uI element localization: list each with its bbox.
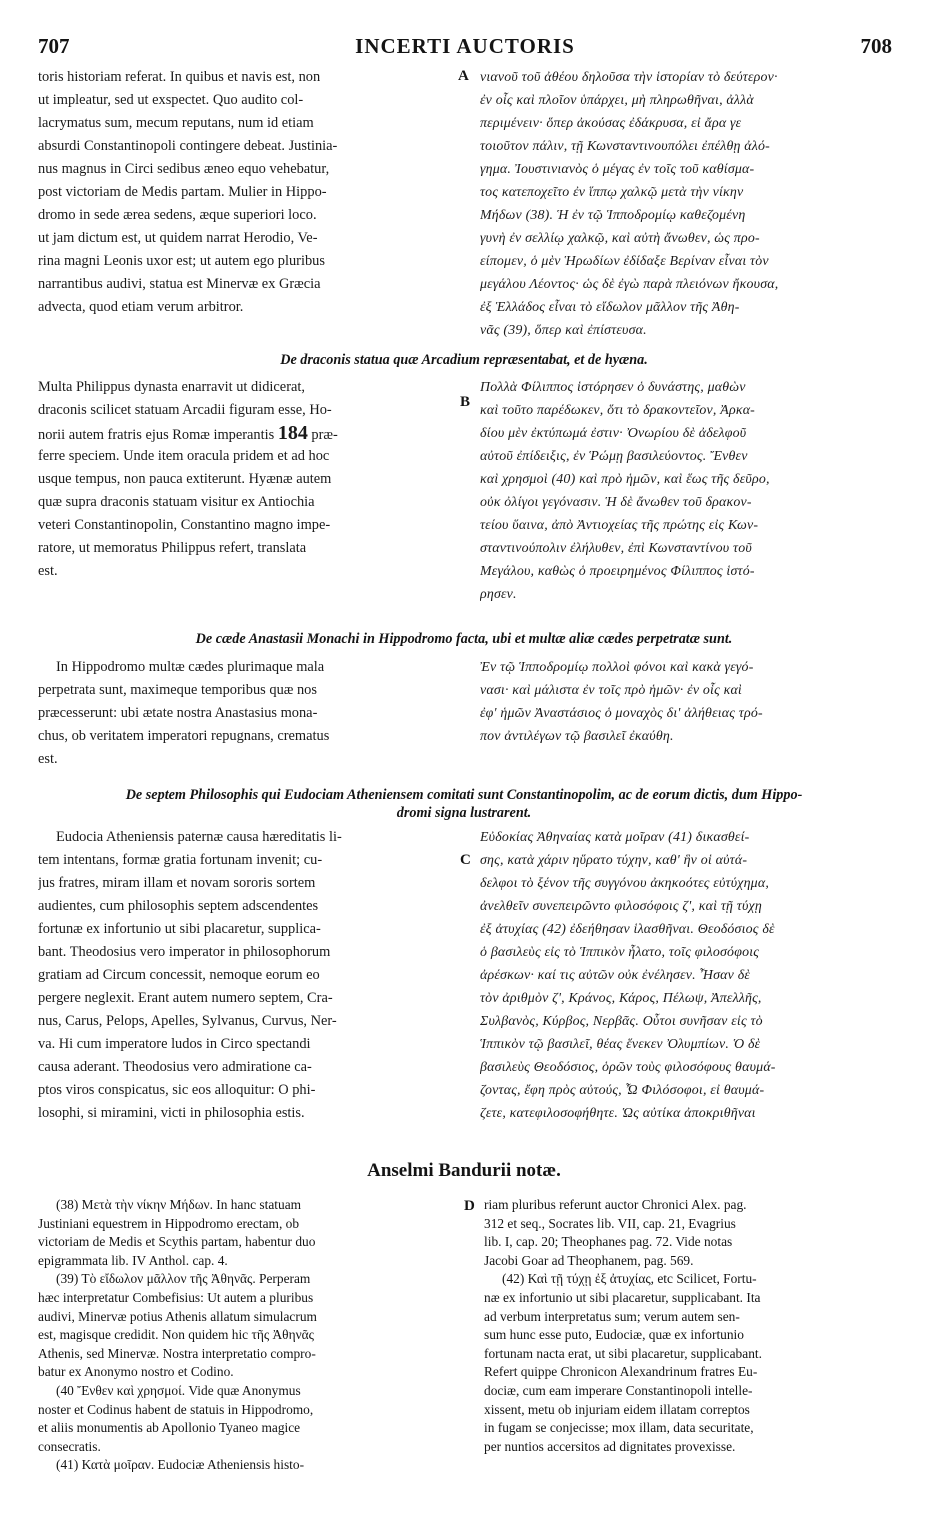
greek-line: οὐκ ὀλίγοι γεγόνασιν. Ἡ δὲ ἄνωθεν τοῦ δρακον- xyxy=(480,495,752,510)
latin-column-section-3 xyxy=(38,656,456,771)
latin-line: jus fratres, miram illam et novam sororis sortem xyxy=(38,875,316,891)
note-line: 312 et seq., Socrates lib. VII, cap. 21, Evagrius xyxy=(484,1215,736,1231)
note-line: Justiniani equestrem in Hippodromo erectam, ob xyxy=(38,1215,300,1231)
greek-line: νᾶς (39), ὅπερ καὶ ἐπίστευσα. xyxy=(480,323,647,338)
latin-line: absurdi Constantinopoli contingere debeat. Justinia- xyxy=(38,138,338,154)
greek-line: ἀνελθεῖν συνεπειρῶντο φιλοσόφοις ζ', καὶ τῇ τύχῃ xyxy=(480,899,762,914)
latin-line: advecta, quod etiam verum arbitror. xyxy=(38,299,244,315)
margin-letter-d: D xyxy=(464,1198,475,1214)
note-line: xissent, metu ob injuriam eidem illatam correptos xyxy=(484,1401,750,1417)
greek-column-section-1 xyxy=(480,66,898,342)
note-line: (40 Ἔνθεν καὶ χρησμοί. Vide quæ Anonymus xyxy=(56,1382,301,1398)
note-line: in fugam se conjecisse; mox illam, data securitate, xyxy=(484,1420,754,1436)
latin-column-section-2 xyxy=(38,376,456,583)
note-line: batur ex Anonymo nostro et Codino. xyxy=(38,1364,234,1380)
latin-line xyxy=(38,422,456,445)
greek-line: νασι· καὶ μάλιστα ἐν τοῖς πρὸ ἡμῶν· ἐν οἷς καὶ xyxy=(480,683,742,698)
greek-line: ἀρέσκων· καί τις αὐτῶν οὐκ ἐνέλησεν. Ἦσαν δὲ xyxy=(480,968,751,983)
latin-column-section-1 xyxy=(38,66,456,319)
greek-line: Συλβανὸς, Κύρβος, Νερβᾶς. Οὗτοι συνῆσαν εἰς τὸ xyxy=(480,1014,763,1029)
latin-column-section-4 xyxy=(38,826,456,1125)
latin-line: narrantibus audivi, statua est Minervæ ex Græcia xyxy=(38,276,321,292)
note-line: Refert quippe Chronicon Alexandrinum fratres Eu- xyxy=(484,1364,758,1380)
section-heading-dragon-statue: De draconis statua quæ Arcadium repræsentabat, et de hyæna. xyxy=(280,352,648,368)
note-line: riam pluribus referunt auctor Chronici Alex. pag. xyxy=(484,1197,747,1212)
greek-line: τείου ὕαινα, ἀπὸ Ἀντιοχείας τῆς πρώτης εἰς Κων- xyxy=(480,518,759,533)
note-line: ad verbum interpretatus sum; verum autem sen- xyxy=(484,1308,740,1324)
greek-line: δίου μὲν ἐκτύπωμά ἐστιν· Ὀνωρίου δὲ ἀδελφοῦ xyxy=(480,426,747,441)
latin-line: nus magnus in Circi sedibus æneo equo vehebatur, xyxy=(38,161,330,177)
latin-line-tail: præ- xyxy=(311,427,338,443)
greek-line: ἐφ' ἡμῶν Ἀναστάσιος ὁ μοναχὸς δι' ἀλήθειας τρό- xyxy=(480,706,763,721)
note-line: per nuntios accersitos ad dignitates provexisse. xyxy=(484,1438,736,1454)
column-number: 184 xyxy=(277,422,308,444)
note-line: epigrammata lib. IV Anthol. cap. 4. xyxy=(38,1252,228,1268)
greek-line: τὸν ἀριθμὸν ζ', Κράνος, Κάρος, Πέλωψ, Ἀπελλῆς, xyxy=(480,991,762,1006)
greek-line: Μεγάλου, καθὼς ὁ προειρημένος Φίλιππος ἱστό- xyxy=(480,564,755,579)
latin-line-text: norii autem fratris ejus Romæ imperantis xyxy=(38,427,275,443)
greek-line: ἐν οἷς καὶ πλοῖον ὑπάρχει, μὴ πληρωθῆναι, ἀλλὰ xyxy=(480,93,754,108)
note-line: audivi, Minervæ potius Athenis allatum simulacrum xyxy=(38,1308,317,1324)
latin-line: dromo in sede ærea sedens, æque superiori loco. xyxy=(38,207,317,223)
latin-line: fortunæ ex infortunio ut sibi placaretur, supplica- xyxy=(38,921,321,937)
greek-line: σης, κατὰ χάριν ηὕρατο τύχην, καθ' ἣν οἱ αὐτά- xyxy=(480,853,748,868)
greek-line: γυνὴ ἐν σελλίῳ χαλκῷ, καὶ αὐτὴ ἄνωθεν, ὡς προ- xyxy=(480,231,760,246)
note-line: næ ex infortunio ut sibi placaretur, supplicabant. Ita xyxy=(484,1289,761,1305)
greek-column-section-2 xyxy=(480,376,898,606)
greek-line: ρησεν. xyxy=(480,587,517,602)
latin-line: audientes, cum philosophis septem adscendentes xyxy=(38,898,319,914)
latin-line: est. xyxy=(38,563,58,579)
note-line: Jacobi Goar ad Theophanem, pag. 569. xyxy=(484,1252,694,1268)
section-heading-anastasius: De cæde Anastasii Monachi in Hippodromo facta, ubi et multæ aliæ cædes perpetratæ sunt. xyxy=(195,631,733,647)
greek-line: περιμένειν· ὅπερ ἀκούσας ἐδάκρυσα, εἰ ἄρα γε xyxy=(480,116,742,131)
heading-line: De septem Philosophis qui Eudociam Atheniensem comitati sunt Constantinopolim, ac de eorum dictis, dum Hippo- xyxy=(125,787,803,803)
greek-line: τος κατεποχεῖτο ἐν ἵππῳ χαλκῷ μετὰ τὴν νίκην xyxy=(480,185,744,200)
latin-line: usque tempus, non pauca extiterunt. Hyænæ autem xyxy=(38,471,332,487)
greek-line: ἐξ Ἑλλάδος εἶναι τὸ εἴδωλον μᾶλλον τῆς Ἀθη- xyxy=(480,300,740,315)
page-number-right: 708 xyxy=(860,34,892,58)
greek-line: μεγάλου Λέοντος· ὡς δὲ ἐγὼ παρὰ πλειόνων ἤκουσα, xyxy=(480,277,779,292)
greek-line: ζετε, κατεφιλοσοφήθητε. Ὡς αὐτίκα ἀποκριθῆναι xyxy=(480,1106,756,1121)
latin-line: gratiam ad Circum concessit, nemoque eorum eo xyxy=(38,967,320,983)
greek-line: νιανοῦ τοῦ ἀθέου δηλοῦσα τὴν ἱστορίαν τὸ δεύτερον· xyxy=(480,70,778,85)
running-title: INCERTI AUCTORIS xyxy=(355,34,575,58)
greek-line: δελφοι τὸ ξένον τῆς συγγόνου ἀκηκοότες εὐτύχημα, xyxy=(480,876,770,891)
note-line: et aliis monumentis ab Apollonio Tyaneo magice xyxy=(38,1420,301,1436)
notes-title: Anselmi Bandurii notæ. xyxy=(367,1160,561,1181)
note-line: (38) Μετὰ τὴν νίκην Μήδων. In hanc statuam xyxy=(56,1197,302,1212)
greek-line: είπομεν, ὁ μὲν Ἡρωδίων ἐδίδαξε Βερίναν εἶναι τὸν xyxy=(480,254,769,269)
latin-line: ut impleatur, sed ut exspectet. Quo audito col- xyxy=(38,92,304,108)
latin-line: rina magni Leonis uxor est; ut autem ego pluribus xyxy=(38,253,325,269)
notes-left-column xyxy=(38,1196,458,1475)
latin-line: quæ supra draconis statuam visitur ex Antiochia xyxy=(38,494,315,510)
greek-line: ὁ βασιλεὺς εἰς τὸ Ἱππικὸν ἧλατο, τοῖς φιλοσόφοις xyxy=(480,945,760,960)
latin-line: losophi, si miramini, victi in philosophia estis. xyxy=(38,1105,305,1121)
greek-line: Μήδων (38). Ἡ ἐν τῷ Ἱπποδρομίῳ καθεζομένη xyxy=(480,208,746,223)
latin-line: perpetrata sunt, maximeque temporibus quæ nos xyxy=(38,682,317,698)
greek-line: Πολλὰ Φίλιππος ἱστόρησεν ὁ δυνάστης, μαθὼν xyxy=(480,380,746,395)
latin-line: nus, Carus, Pelops, Apelles, Sylvanus, Curvus, Ner- xyxy=(38,1013,337,1029)
latin-line: causa aderant. Theodosius vero admiratione ca- xyxy=(38,1059,312,1075)
greek-column-section-3 xyxy=(480,656,898,748)
notes-right-column xyxy=(484,1196,894,1456)
latin-line: ferre speciem. Unde item oracula pridem et ad hoc xyxy=(38,448,330,464)
note-line: consecratis. xyxy=(38,1438,101,1454)
note-line: fortunam nacta erat, ut sibi placaretur, supplicabant. xyxy=(484,1345,762,1361)
margin-letter-a: A xyxy=(458,68,469,84)
latin-line: chus, ob veritatem imperatori repugnans, crematus xyxy=(38,728,330,744)
latin-line: toris historiam referat. In quibus et navis est, non xyxy=(38,69,321,85)
note-line: Athenis, sed Minervæ. Nostra interpretatio compro- xyxy=(38,1345,316,1361)
note-line: victoriam de Medis et Scythis partam, habentur duo xyxy=(38,1234,316,1250)
latin-line: post victoriam de Medis partam. Mulier in Hippo- xyxy=(38,184,327,200)
heading-line: dromi signa lustrarent. xyxy=(396,805,532,821)
note-line: dociæ, cum eam imperare Constantinopoli intelle- xyxy=(484,1382,753,1398)
latin-line: lacrymatus sum, mecum reputans, num id etiam xyxy=(38,115,314,131)
greek-line: Ἱππικὸν τῷ βασιλεῖ, θέας ἕνεκεν Ὀλυμπίων. Ὁ δὲ xyxy=(480,1037,761,1052)
greek-line: Ἐν τῷ Ἱπποδρομίῳ πολλοὶ φόνοι καὶ κακὰ γεγό- xyxy=(480,660,754,675)
latin-line: Eudocia Atheniensis paternæ causa hæreditatis li- xyxy=(56,829,342,845)
latin-line: va. Hi cum imperatore ludos in Circo spectandi xyxy=(38,1036,311,1052)
note-line: (39) Τὸ εἴδωλον μᾶλλον τῆς Ἀθηνᾶς. Perperam xyxy=(56,1271,311,1287)
latin-line: Multa Philippus dynasta enarravit ut didicerat, xyxy=(38,379,305,395)
latin-line: præcesserunt: ubi ætate nostra Anastasius mona- xyxy=(38,705,318,721)
note-line: (42) Καὶ τῇ τύχῃ ἐξ ἀτυχίας, etc Scilicet, Fortu- xyxy=(502,1271,757,1287)
note-line: sum hunc esse puto, Eudociæ, quæ ex infortunio xyxy=(484,1327,744,1343)
latin-line: ut jam dictum est, ut quidem narrat Herodio, Ve- xyxy=(38,230,318,246)
greek-line: καὶ χρησμοὶ (40) καὶ πρὸ ἡμῶν, καὶ ἕως τῆς δεῦρο, xyxy=(480,472,770,487)
page-number-left: 707 xyxy=(38,34,70,58)
latin-line: draconis scilicet statuam Arcadii figuram esse, Ho- xyxy=(38,402,332,418)
greek-line: σταντινούπολιν ἐλήλυθεν, ἐπὶ Κωνσταντίνου τοῦ xyxy=(480,541,752,556)
margin-letter-b: B xyxy=(460,394,471,410)
note-line: est, magisque credidit. Non quidem hic τῆς Ἀθηνᾶς xyxy=(38,1327,314,1343)
greek-line: καὶ τοῦτο παρέδωκεν, ὅτι τὸ δρακοντεῖον, Ἀρκα- xyxy=(480,403,756,418)
note-line: lib. I, cap. 20; Theophanes pag. 72. Vide notas xyxy=(484,1234,733,1250)
latin-line: ratore, ut memoratus Philippus refert, translata xyxy=(38,540,307,556)
latin-line: est. xyxy=(38,751,58,767)
note-line: noster et Codinus habent de statuis in Hippodromo, xyxy=(38,1401,314,1417)
latin-line: tem intentans, formæ gratia fortunam invenit; cu- xyxy=(38,852,323,868)
greek-line: αὐτοῦ ἐπίδειξις, ἐν Ῥώμῃ βασιλεύοντος. Ἔνθεν xyxy=(480,449,748,464)
running-header xyxy=(38,34,892,64)
section-heading-philosophers xyxy=(36,786,892,822)
note-line: (41) Κατὰ μοῖραν. Eudociæ Atheniensis histo- xyxy=(56,1457,305,1473)
greek-line: τοιοῦτον πάλιν, τῇ Κωνσταντινουπόλει ἐπέλθῃ ἀλό- xyxy=(480,139,770,154)
margin-letter-c: C xyxy=(460,852,471,868)
note-line: hæc interpretatur Combefisius: Ut autem a pluribus xyxy=(38,1289,314,1305)
greek-line: βασιλεὺς Θεοδόσιος, ὁρῶν τοὺς φιλοσόφους θαυμά- xyxy=(480,1060,776,1075)
latin-line: bant. Theodosius vero imperator in philosophorum xyxy=(38,944,331,960)
greek-line: ἐξ ἀτυχίας (42) ἐδεήθησαν ἱλασθῆναι. Θεοδόσιος δὲ xyxy=(480,922,775,937)
greek-line: γημα. Ἰουστινιανὸς ὁ μέγας ἐν τοῖς τοῦ καθίσμα- xyxy=(480,162,755,177)
greek-column-section-4 xyxy=(480,826,898,1125)
greek-line: Εὐδοκίας Ἀθηναίας κατὰ μοῖραν (41) δικασθεί- xyxy=(480,830,750,845)
latin-line: pergere neglexit. Erant autem numero septem, Cra- xyxy=(38,990,333,1006)
latin-line: veteri Constantinopolin, Constantino magno impe- xyxy=(38,517,331,533)
greek-line: ζοντας, ἔφη πρὸς αὐτούς, Ὦ Φιλόσοφοι, εἰ θαυμά- xyxy=(480,1083,765,1098)
latin-line: In Hippodromo multæ cædes plurimaque mala xyxy=(56,659,325,675)
greek-line: πον ἀντιλέγων τῷ βασιλεῖ ἐκαύθη. xyxy=(480,729,674,744)
latin-line: ptos viros conspicatus, sic eos alloquitur: O phi- xyxy=(38,1082,316,1098)
